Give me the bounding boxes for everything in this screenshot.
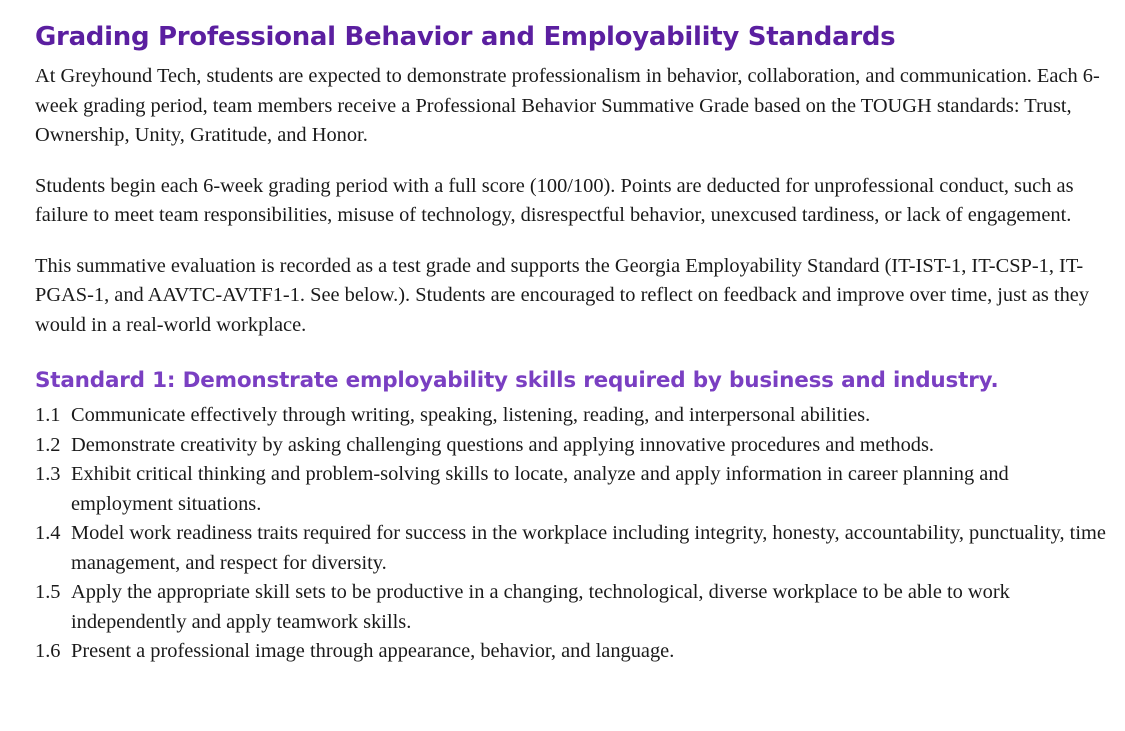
list-item	[35, 637, 1110, 667]
standard-heading: Standard 1: Demonstrate employability skills required by business and industry.	[35, 368, 999, 393]
list-item	[35, 401, 1110, 431]
page-title: Grading Professional Behavior and Employability Standards	[35, 22, 896, 52]
list-item	[35, 460, 1110, 519]
item-text: Demonstrate creativity by asking challenging questions and applying innovative procedures and methods.	[71, 433, 934, 456]
evaluation-paragraph: This summative evaluation is recorded as a test grade and supports the Georgia Employability Standard (IT-IST-1, IT-CSP-1, IT-PGAS-1, and AAVTC-AVTF1-1. See below.). Students are encouraged to reflect on feedback and improve over time, just as they would in a real-world workplace.	[35, 254, 1090, 336]
item-number: 1.2	[35, 433, 61, 456]
item-text: Present a professional image through appearance, behavior, and language.	[71, 640, 675, 662]
list-item	[35, 519, 1110, 578]
list-item	[35, 431, 1110, 461]
intro-paragraph: At Greyhound Tech, students are expected to demonstrate professionalism in behavior, collaboration, and communication. Each 6-week grading period, team members receive a Professional Behavior Summative Grade based on the TOUGH standards: Trust, Ownership, Unity, Gratitude, and Honor.	[35, 65, 1100, 146]
item-number: 1.4	[35, 522, 61, 544]
grading-paragraph: Students begin each 6-week grading period with a full score (100/100). Points are deducted for unprofessional conduct, such as failure to meet team responsibilities, misuse of technology, disrespectful behavior, unexcused tardiness, or lack of engagement.	[35, 174, 1074, 226]
item-number: 1.1	[35, 404, 61, 426]
item-text: Exhibit critical thinking and problem-solving skills to locate, analyze and apply information in career planning and employment situations.	[71, 463, 1009, 515]
item-text: Apply the appropriate skill sets to be productive in a changing, technological, diverse workplace to be able to work independently and apply teamwork skills.	[71, 581, 1010, 633]
item-number: 1.6	[35, 640, 61, 662]
document-page	[35, 18, 1110, 667]
standards-list	[35, 401, 1110, 667]
item-text: Communicate effectively through writing, speaking, listening, reading, and interpersonal abilities.	[71, 404, 871, 426]
list-item	[35, 578, 1110, 637]
item-number: 1.5	[35, 581, 61, 603]
item-number: 1.3	[35, 463, 61, 485]
item-text: Model work readiness traits required for success in the workplace including integrity, honesty, accountability, punctuality, time management, and respect for diversity.	[71, 522, 1106, 574]
